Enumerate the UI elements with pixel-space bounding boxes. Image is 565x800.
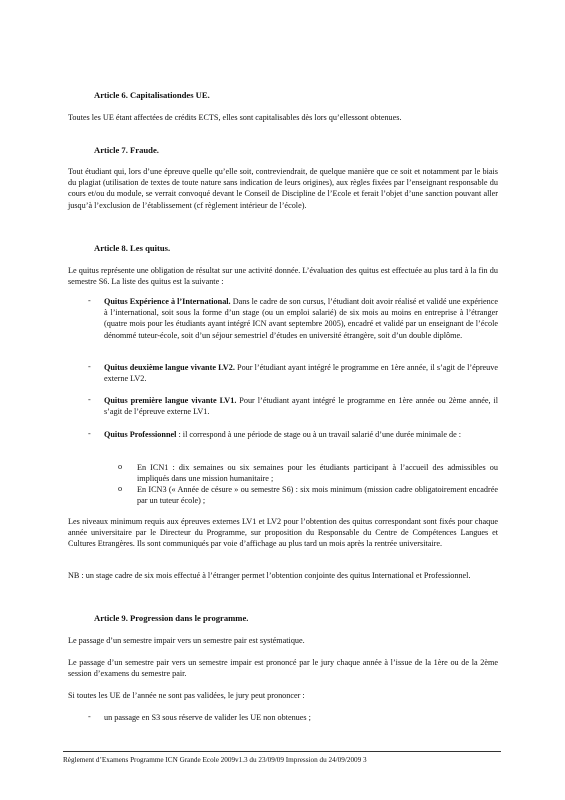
subitem-icn3: En ICN3 (« Année de césure » ou semestre S6) : six mois minimum (mission cadre obligatoirement encadrée par un tuteur école) ; [137,485,498,506]
article6-body: Toutes les UE étant affectées de crédits ECTS, elles sont capitalisables dès lors qu’ellessont obtenues. [68,113,402,122]
bullet-dash: - [88,395,91,404]
quitus-title: Quitus Professionnel [104,430,177,439]
article8-heading: Article 8. Les quitus. [94,243,171,253]
article7-body: Tout étudiant qui, lors d’une épreuve quelle qu’elle soit, contreviendrait, de quelque manière que ce soit et notamment par le biais du plagiat (utilisation de textes de toute nature sans indication de leurs origines), aux règles fixées par l’enseignant responsable du cours et/ou du module, se verrait convoqué devant le Conseil de Discipline de l’Ecole et ferait l’objet d’une sanction pouvant aller jusqu’à l’exclusion de l’établissement (cf règlement intérieur de l’école). [68,167,498,210]
quitus-item-lv1 [104,395,498,417]
article6-heading: Article 6. Capitalisationdes UE. [94,90,210,100]
quitus-title: Quitus deuxième langue vivante LV2. [104,363,235,372]
article9-p1: Le passage d’un semestre impair vers un semestre pair est systématique. [68,636,305,645]
quitus-text: Dans le cadre de son cursus, l’étudiant doit avoir réalisé et validé une expérience à l’international, soit sous la forme d’un stage (ou un emploi salarié) de six mois au moins en entreprise à l’étranger (quatre mois pour les étudiants ayant intégré ICN avant septembre 2005), encadré et validé par un enseignant de l’école dénommé tuteur-école, soit d’un séjour semestriel d’études en université étrangère, soit d’un double diplôme. [104,297,498,340]
bullet-dash: - [88,296,91,305]
article9-heading: Article 9. Progression dans le programme. [94,613,249,623]
quitus-item-international [104,296,498,341]
article9-bullet1: un passage en S3 sous réserve de valider les UE non obtenues ; [104,713,311,722]
quitus-text: : il correspond à une période de stage ou à un travail salarié d’une durée minimale de : [176,430,462,439]
article8-levels: Les niveaux minimum requis aux épreuves externes LV1 et LV2 pour l’obtention des quitus correspondant sont fixés pour chaque année universitaire par le Directeur du Programme, sur proposition du Responsable du Centre de Compétences Langues et Cultures Etrangères. Ils sont communiqués par voie d’affichage au plus tard un mois après la rentrée universitaire. [68,517,498,549]
quitus-text: Pour l’étudiant ayant intégré le programme en 1ère année ou 2ème année, il s’agit de l’épreuve externe LV1. [104,396,498,417]
sub-bullet: o [118,484,123,493]
bullet-dash: - [88,362,91,371]
bullet-dash: - [88,712,91,721]
article9-p2: Le passage d’un semestre pair vers un semestre impair est prononcé par le jury chaque année à l’issue de la 1ère ou de la 2ème session d’examens du semestre pair. [68,658,498,679]
article8-nb: NB : un stage cadre de six mois effectué à l’étranger permet l’obtention conjointe des quitus International et Professionnel. [68,571,471,580]
quitus-text: Pour l’étudiant ayant intégré le programme en 1ère année, il s’agit de l’épreuve externe LV2. [104,363,498,384]
footer-rule [63,751,501,752]
article9-p3: Si toutes les UE de l’année ne sont pas validées, le jury peut prononcer : [68,691,305,700]
quitus-title: Quitus première langue vivante LV1. [104,396,237,405]
subitem-icn1: En ICN1 : dix semaines ou six semaines pour les étudiants participant à l’accueil des admissibles ou impliqués dans une mission humanitaire ; [137,463,498,484]
article8-intro: Le quitus représente une obligation de résultat sur une activité donnée. L’évaluation des quitus est effectuée au plus tard à la fin du semestre S6. La liste des quitus est la suivante : [68,266,498,287]
page-footer: Règlement d’Examens Programme ICN Grande Ecole 2009v1.3 du 23/09/09 Impression du 24/09/2009 3 [63,756,367,764]
quitus-title: Quitus Expérience à l’International. [104,297,231,306]
article7-heading: Article 7. Fraude. [94,145,159,155]
quitus-item-professionnel [104,429,498,440]
bullet-dash: - [88,429,91,438]
quitus-item-lv2 [104,362,498,384]
sub-bullet: o [118,462,123,471]
